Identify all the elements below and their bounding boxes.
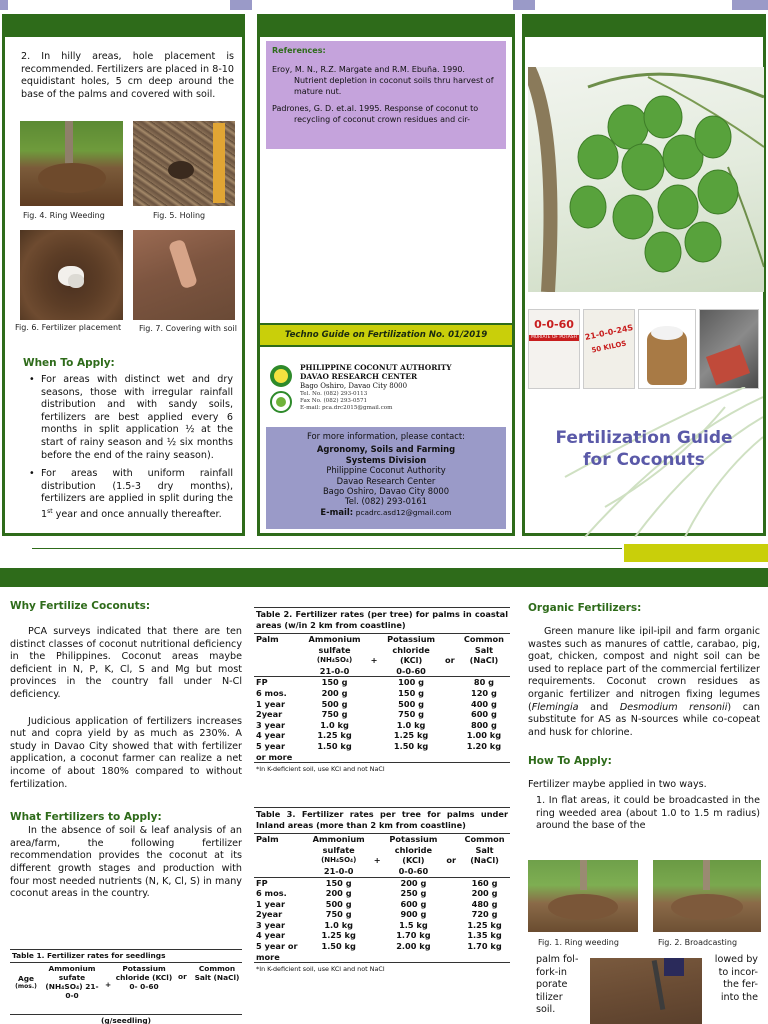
top-tab-mid1 — [230, 0, 252, 10]
table-2-row — [254, 677, 510, 688]
how-text-right: lowed by to incor- the fer- into the — [714, 954, 758, 1003]
table-1 — [10, 949, 242, 1024]
pca-logo — [270, 365, 292, 387]
table-3-cell: 250 g — [400, 888, 427, 899]
table-3-cell: 4 year — [256, 930, 286, 941]
table-3-row — [254, 899, 510, 910]
fork-in-photo — [590, 958, 702, 1024]
table-3-cell: FP — [256, 877, 268, 888]
table-2-cell: 750 g — [398, 709, 424, 720]
table-3-row — [254, 909, 510, 920]
table-2-cell: 200 g — [321, 687, 348, 698]
table-3-row — [254, 888, 510, 899]
table-2-cell: 750 g — [321, 709, 348, 720]
contact-intro: For more information, please contact: — [306, 431, 466, 441]
reference-1: Eroy, M. N., R.Z. Margate and R.M. Ebuña. 1990. Nutrient depletion in coconut soils thru harvest of mature nut. — [272, 65, 494, 96]
table-2-cell: 500 g — [398, 698, 424, 709]
what-fertilizers-heading: What Fertilizers to Apply: — [10, 811, 162, 824]
table-2-cell: 800 g — [471, 719, 497, 730]
ring-weeding-photo — [20, 121, 123, 206]
references-heading: References: — [272, 46, 326, 55]
muriate-bag-photo — [528, 309, 580, 389]
table-2-row — [254, 730, 510, 741]
table-2-cell: 1.0 kg — [320, 719, 349, 730]
table-1-plus: + — [105, 980, 112, 989]
table-2-cell: 1.25 kg — [393, 730, 429, 741]
pca-address-block — [300, 363, 510, 412]
table-3-cell: 1.5 kg — [399, 919, 428, 930]
drc-logo — [270, 391, 292, 413]
ammonium-bag-photo — [583, 309, 635, 389]
organic-paragraph: Green manure like ipil-ipil and farm organic wastes such as manures of cattle, carabao, pig, goat, chicken, compost and night soil can be used to replace part of the commercial fertilizer requirements. Coconut crown residues as organic fertilizer and nitrogen fixing legumes (Flemingia and Desmodium rensonii) can substitute for AS as N-sources while co-copeat and husk for chlorine. — [528, 626, 760, 738]
table-2-cell — [380, 752, 441, 763]
table-2-cell: 2year — [256, 709, 283, 720]
what-paragraph: In the absence of soil & leaf analysis of an area/farm, the following fertilizer recommendation provides the coconut at its different growth stages and production with four most needed nutrients (N, K, Cl, S) in many coconut areas in the country. — [10, 825, 242, 900]
contact-division-2: Systems Division — [345, 454, 427, 465]
why-paragraph-2: Judicious application of fertilizers increases nut and copra yield by as much as 230%. A study in Davao City showed that with fertilizer application, a coconut farmer can realize a net income of about 180% compared to without fertilization. — [10, 715, 242, 790]
table-1-age: Age (mos.) — [15, 974, 37, 990]
pca-name: PHILIPPINE COCONUT AUTHORITY — [300, 363, 452, 372]
table-2-row — [254, 688, 510, 699]
broadcasting-photo — [653, 860, 761, 932]
bag-opening-photo — [699, 309, 759, 389]
table-2-cell: 400 g — [471, 698, 497, 709]
when-to-apply-list — [23, 374, 233, 534]
table-3-cell — [383, 952, 443, 963]
table-2-cell: FP — [256, 677, 268, 688]
table-2-body — [254, 677, 510, 762]
bag-2-grade: 21-0-0-24S — [584, 322, 634, 343]
table-3-cell: 1 year — [256, 898, 286, 909]
panel-three-header-bar — [525, 17, 763, 37]
coconut-illustration — [528, 67, 764, 292]
table-2-cell: 1 year — [256, 698, 286, 709]
how-to-apply-heading: How To Apply: — [528, 755, 612, 768]
table-3-note: *In K-deficient soil, use KCl and not NaCl — [254, 962, 510, 975]
table-2-cell: 1.25 kg — [317, 730, 352, 741]
contact-email: pcadrc.asd12@gmail.com — [355, 507, 452, 517]
how-intro: Fertilizer maybe applied in two ways. — [528, 779, 707, 791]
contact-line-1: Philippine Coconut Authority — [326, 465, 446, 476]
table-1-title: Table 1. Fertilizer rates for seedlings — [10, 950, 242, 963]
fold-line — [32, 548, 622, 549]
table-3-row — [254, 930, 510, 941]
table-3-cell: 1.50 kg — [321, 941, 356, 952]
table-3-cell: 600 g — [400, 898, 427, 909]
bag-2-label: 50 KILOS — [590, 339, 628, 355]
table-3-cell: 750 g — [325, 909, 352, 920]
table-2-cell: 5 year — [256, 740, 286, 751]
reference-2: Padrones, G. D. et.al. 1995. Response of coconut to recycling of coconut crown residues and cir- — [272, 104, 479, 124]
table-2-cell: 1.00 kg — [466, 730, 502, 741]
table-3-cell: 2year — [256, 909, 283, 920]
table-3 — [254, 807, 510, 975]
top-tab-left — [0, 0, 8, 10]
ring-weeding-photo-2 — [528, 860, 638, 932]
top-tab-right — [732, 0, 768, 10]
techno-guide-bar — [260, 323, 512, 347]
pca-fax: Fax No. (082) 293-0571 — [300, 398, 368, 404]
bottom-header-bar — [0, 568, 768, 587]
contact-box — [266, 427, 506, 529]
table-3-row — [254, 952, 510, 963]
table-3-row — [254, 877, 510, 888]
fertilizer-placement-photo — [20, 230, 123, 320]
fig6-caption: Fig. 6. Fertilizer placement — [15, 323, 122, 332]
table-3-cell: 1.70 kg — [467, 941, 502, 952]
pca-email: E-mail: pca.drc2015@gmail.com — [300, 405, 393, 411]
contact-division-1: Agronomy, Soils and Farming — [316, 444, 456, 455]
panel-two — [257, 14, 515, 536]
table-3-cell: 1.0 kg — [324, 919, 354, 930]
table-3-cell: 200 g — [325, 888, 352, 899]
table-2-cell: 100 g — [398, 677, 424, 688]
table-3-body — [254, 877, 510, 962]
panel-two-header-bar — [260, 17, 512, 37]
cover-title — [525, 427, 763, 471]
panel-one — [2, 14, 245, 536]
cover-title-line-2: for Coconuts — [583, 450, 705, 470]
table-2-cell: 80 g — [473, 677, 494, 688]
when-item-1: • For areas with distinct wet and dry seasons, those with irregular rainfall distribution and with sandy soils, fertilizers are best applied every 6 months in split application ½ at the start of rainy season and ½ six months before the end of the rainy season). — [23, 374, 233, 462]
why-fertilize-heading: Why Fertilize Coconuts: — [10, 600, 151, 612]
table-3-cell: more — [256, 951, 280, 962]
table-1-as-header: Ammonium sufate (NH₄SO₄) 21-0-0 — [45, 964, 99, 1000]
table-2-cell: 150 g — [321, 677, 348, 688]
table-2-cell: or more — [256, 751, 293, 762]
table-3-row — [254, 920, 510, 931]
table-1-salt-header: Common Salt (NaCl) — [194, 964, 240, 982]
bag-1-grade: 0-0-60 — [534, 318, 574, 331]
table-3-grid: Palm Ammonium Potassium Common sulfate chloride Salt (NH₄SO₄) + (KCl) or (NaCl) 21-0-0 0-0-60 FP 150 g 200 g 160 g 6 mos. 200 g 250 g 200 g 1 year 500 g 600 g 480 g 2year 750 g 900 g 720 g 3 year 1.0 kg 1.5 kg 1.25 kg 4 year 1.25 kg 1.70 kg 1.35 kg 5 year or 1.50 kg 2.00 kg 1.70 kg more — [254, 834, 510, 962]
table-2-title: Table 2. Fertilizer rates (per tree) for palms in coastal areas (w/in 2 km from coastline) — [254, 608, 510, 634]
table-3-cell: 1.35 kg — [467, 930, 502, 941]
table-2-row — [254, 741, 510, 752]
pca-tel: Tel. No. (082) 293-0113 — [300, 391, 368, 397]
contact-line-3: Bago Oshiro, Davao City 8000 — [322, 486, 450, 497]
bottom-column-one — [10, 600, 242, 1024]
table-1-unit: (g/seedling) — [10, 1014, 242, 1024]
table-2-row — [254, 752, 510, 763]
cover-title-line-1: Fertilization Guide — [555, 428, 733, 448]
table-2-cell: 1.0 kg — [396, 719, 426, 730]
table-2-cell: 500 g — [321, 698, 348, 709]
table-2-cell: 6 mos. — [256, 687, 287, 698]
covering-with-soil-photo — [133, 230, 235, 320]
table-2-row — [254, 720, 510, 731]
panel-one-header-bar — [5, 17, 242, 37]
techno-guide-label: Techno Guide on Fertilization No. 01/2019 — [284, 330, 488, 340]
table-3-cell: 3 year — [256, 919, 286, 930]
table-2-cell: 3 year — [256, 719, 286, 730]
table-3-cell: 200 g — [400, 877, 427, 888]
table-2-cell — [302, 752, 368, 763]
why-paragraph-1: PCA surveys indicated that there are ten distinct classes of coconut nutritional deficiency in the Philippines. Coconut areas maybe deficient in N, P, K, Cl, S and Mg but most provinces in the country fall under N-Cl deficiency. — [10, 626, 242, 700]
table-2-row — [254, 709, 510, 720]
table-3-cell: 5 year or — [256, 941, 298, 952]
table-3-cell: 1.70 kg — [396, 930, 431, 941]
how-item-1: 1. In flat areas, it could be broadcasted in the ring weeded area (about 1.0 to 1.5 m radius) around the base of the — [536, 794, 760, 832]
table-3-cell: 2.00 kg — [396, 941, 431, 952]
holing-photo — [133, 121, 235, 206]
table-3-cell: 1.25 kg — [321, 930, 356, 941]
table-2-cell — [458, 752, 510, 763]
when-item-2: • For areas with uniform rainfall distribution (1.5-3 dry months), fertilizers are applied in split during the 1st year and once annually thereafter. — [23, 468, 233, 522]
table-2-cell: 1.50 kg — [317, 740, 352, 751]
table-1-or: or — [178, 972, 187, 981]
coconut-cluster-photo — [528, 67, 764, 292]
table-2 — [254, 607, 510, 775]
table-3-cell: 200 g — [471, 888, 498, 899]
fig4-caption: Fig. 4. Ring Weeding — [23, 211, 105, 220]
table-3-cell: 500 g — [325, 898, 352, 909]
table-2-cell: 1.20 kg — [466, 740, 502, 751]
contact-line-4: Tel. (082) 293-0161 — [345, 496, 427, 507]
table-3-cell: 1.25 kg — [467, 919, 502, 930]
table-2-cell: 4 year — [256, 730, 286, 741]
pca-center: DAVAO RESEARCH CENTER — [300, 372, 418, 381]
how-text-left: palm fol- fork-in porate tilizer soil. — [536, 954, 579, 1016]
bag-1-label: MURIATE OF POTASH — [529, 335, 579, 341]
table-3-cell: 900 g — [400, 909, 427, 920]
table-3-cell: 160 g — [471, 877, 498, 888]
fig7-caption: Fig. 7. Covering with soil — [139, 324, 237, 333]
contact-line-2: Davao Research Center — [336, 475, 436, 486]
table-3-title: Table 3. Fertilizer rates per tree for palms under Inland areas (more than 2 km from coastline) — [254, 808, 510, 834]
table-3-cell: 6 mos. — [256, 888, 287, 899]
fold-accent — [624, 544, 768, 562]
fig1-caption: Fig. 1. Ring weeding — [538, 938, 619, 947]
fig5-caption: Fig. 5. Holing — [153, 211, 206, 220]
table-2-cell: 150 g — [398, 687, 424, 698]
hilly-areas-text: 2. In hilly areas, hole placement is recommended. Fertilizers are placed in 8-10 equidistant holes, 5 cm deep around the base of the palms and covered with soil. — [21, 51, 234, 100]
table-3-cell — [459, 952, 510, 963]
table-2-cell: 600 g — [471, 709, 497, 720]
table-3-cell: 480 g — [471, 898, 498, 909]
pca-address: Bago Oshiro, Davao City 8000 — [300, 382, 408, 390]
top-tab-mid2 — [513, 0, 535, 10]
table-2-note: *In K-deficient soil, use KCl and not NaCl — [254, 762, 510, 775]
table-3-cell: 720 g — [471, 909, 498, 920]
panel-three — [522, 14, 766, 536]
bottom-column-two — [254, 607, 510, 1024]
contact-email-line: E-mail: pcadrc.asd12@gmail.com — [320, 506, 452, 517]
fig2-caption: Fig. 2. Broadcasting — [658, 938, 738, 947]
references-box — [266, 41, 506, 149]
table-2-cell: 120 g — [471, 687, 497, 698]
table-2-row — [254, 699, 510, 710]
table-3-cell: 150 g — [325, 877, 352, 888]
table-2-cell: 1.50 kg — [393, 740, 429, 751]
table-2-grid: Palm Ammonium Potassium Common sulfate chloride Salt (NH₄SO₄) + (KCl) or (NaCl) 21-0-0 0-0-60 FP 150 g 100 g 80 g 6 mos. 200 g 150 g 120 g 1 year 500 g 500 g 400 g 2year 750 g 750 g 600 g 3 year 1.0 kg 1.0 kg 800 g 4 year 1.25 kg 1.25 kg 1.00 kg 5 year 1.50 kg 1.50 kg 1.20 kg or more — [254, 634, 510, 762]
when-to-apply-heading: When To Apply: — [23, 357, 115, 369]
table-3-row — [254, 941, 510, 952]
table-3-cell — [306, 952, 371, 963]
bottom-column-three — [528, 602, 760, 1024]
organic-fertilizers-heading: Organic Fertilizers: — [528, 602, 642, 614]
table-1-kcl-header: Potassium chloride (KCl) 0- 0-60 — [115, 964, 173, 991]
sack-photo — [638, 309, 696, 389]
